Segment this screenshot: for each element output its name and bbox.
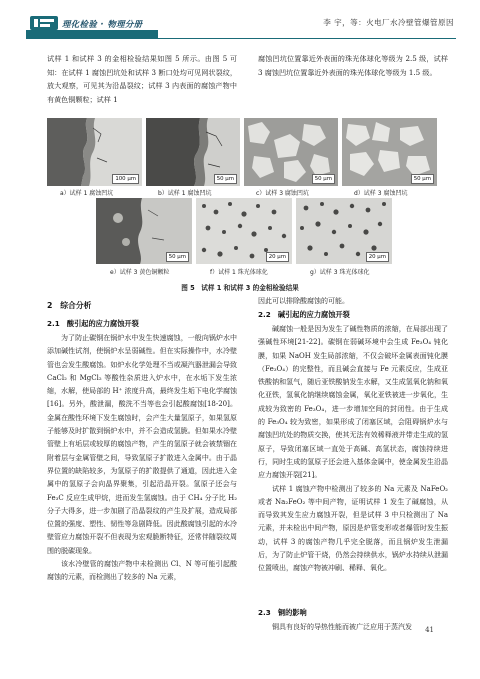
scale-bar: 20 μm: [366, 252, 389, 262]
page-number: 41: [425, 626, 434, 634]
left-body-column: [47, 332, 237, 585]
section-heading: 2 综合分析: [47, 301, 92, 310]
subsection-heading-2-2: 2.2 碱引起的应力腐蚀开裂: [258, 310, 350, 319]
body-paragraph: 碱腐蚀一般是因为发生了碱性物质的浓缩，在局部出现了强碱性环境[21-22]。碳钢在弱碱环境中会生成 Fe₃O₄ 钝化膜，如果 NaOH 发生局部浓缩，不仅会破坏金属表面钝化膜（Fe₃O₄）的完整性，而且碱会直接与 Fe 元素反应，生成亚铁酸钠和氢气，随后亚铁酸钠发生水解，又生成氢氧化钠和氧化亚铁，氢氧化钠继续腐蚀金属，氧化亚铁被进一步氧化，生成较为致密的 Fe₃O₄，进一步增加空间的封闭性。由于生成的 Fe₃O₄ 较为致密，如果形成了闭塞区域，会阻碍锅炉水与腐蚀凹坑处的物质交换，使其无法有效稀释液并带走生成的氢原子，导致闭塞区域一直处于高碱、高氢状态，腐蚀持续进行，同时生成的氢原子还会进入基体金属中，使金属发生沿晶应力腐蚀开裂[21]。: [258, 325, 448, 480]
body-paragraph: 为了防止碳钢在锅炉水中发生快速腐蚀，一般向锅炉水中添加碱性试剂，使锅炉水呈弱碱性。但在实际操作中，水冷壁管也会发生酸腐蚀。如炉水化学处理不当或凝汽器泄漏会导致 CaCl₂ 和 MgCl₂ 等酸性杂质进入炉水中，在水垢下发生浓缩，水解，使局部的 H⁺ 浓度升高，最终发生垢下电化学腐蚀[16]。另外，酸泄漏，酸洗不当等也会引起酸腐蚀[18-20]。金属在酸性环境下发生腐蚀时，会产生大量氢原子，如果氢原子能够及时扩散到锅炉水中，并不会造成氢脆。但如果水冷壁管壁上有垢层或较厚的腐蚀产物，产生的氢原子就会被禁锢在附着层与金属管壁之间，导致氢原子扩散进入金属中。由于晶界位置的缺陷较多，为氢原子的扩散提供了通道，因此进入金属中的氢原子会向晶界聚集，引起沿晶开裂。氢原子还会与 Fe₃C 反应生成甲烷，进而发生氢腐蚀。由于 CH₄ 分子比 H₂ 分子大得多，进一步加剧了沿晶裂纹的产生及扩展，造成局部位置的强度、塑性、韧性等急剧降低。因此酸腐蚀引起的水冷壁管应力腐蚀开裂不但表现为宏观脆断特征，还常伴随裂纹周围的脱碳现象。: [47, 334, 237, 555]
top-left-column: [47, 52, 237, 106]
scale-bar: 100 μm: [112, 174, 139, 184]
top-right-column: [258, 52, 448, 79]
subsection-heading-2-3: 2.3 铜的影响: [258, 608, 307, 617]
panel-g-label: g）试样 3 珠光体球化: [310, 269, 370, 276]
micrograph-panel-e: [96, 198, 192, 264]
panel-d-label: d）试样 3 腐蚀凹坑: [354, 190, 408, 197]
body-paragraph-continued: 因此可以排除酸腐蚀的可能。: [258, 297, 349, 305]
scale-bar: 50 μm: [411, 174, 434, 184]
top-left-paragraph: 试样 1 和试样 3 的金相检验结果如图 5 所示。由图 5 可知：在试样 1 腐蚀凹坑处和试样 3 断口处均可见网状裂纹，放大观察，可见其为沿晶裂纹；试样 3 内表面的腐蚀产物中有黄色铜颗粒；试样 1: [47, 54, 237, 104]
body-paragraph: 该水冷壁管的腐蚀产物中未检测出 Cl、N 等可能引起酸腐蚀的元素，而检测出了较多的 Na 元素，: [47, 560, 237, 582]
figure-caption: 图 5 试样 1 和试样 3 的金相检验结果: [181, 284, 299, 292]
scale-bar: 50 μm: [312, 174, 335, 184]
panel-f-label: f）试样 1 珠光体球化: [210, 269, 268, 276]
body-paragraph: 试样 1 腐蚀产物中检测出了较多的 Na 元素及 NaFeO₂ 或者 Na₂FeO₂ 等中间产物，证明试样 1 发生了碱腐蚀，从而导致其发生应力腐蚀开裂，但是试样 3 中只检测出了 Na 元素，并未检出中间产物，原因是炉管变形或者爆管时发生振动，试样 3 的腐蚀产物几乎完全脱落，而且锅炉发生泄漏后，为了防止炉管干烧，仍然会持续供水，锅炉水持续从泄漏位置喷出，腐蚀产物被冲刷、稀释、氧化。: [258, 484, 448, 573]
scale-bar: 50 μm: [214, 174, 237, 184]
panel-e-label: e）试样 3 黄色铜颗粒: [110, 269, 170, 276]
micrograph-panel-b: [146, 118, 240, 186]
right-body-column-2-2: [258, 323, 448, 576]
journal-section: 理化检验 · 物理分册: [62, 19, 143, 29]
panel-c-label: c）试样 3 腐蚀凹坑: [256, 190, 309, 197]
running-title: 李 宇，等：火电厂水冷壁管爆管原因: [323, 18, 454, 27]
micrograph-panel-d: [342, 118, 437, 186]
micrograph-panel-g: [296, 198, 392, 264]
header-band: [26, 30, 158, 38]
panel-b-label: b）试样 1 腐蚀凹坑: [158, 190, 212, 197]
top-right-paragraph: 腐蚀凹坑位置靠近外表面的珠光体球化等级为 2.5 级，试样 3 腐蚀凹坑位置靠近外表面的珠光体球化等级为 1.5 级。: [258, 54, 448, 77]
header-rule: [26, 38, 456, 39]
scale-bar: 20 μm: [266, 252, 289, 262]
panel-a-label: a）试样 1 腐蚀凹坑: [60, 190, 114, 197]
body-paragraph: 铜具有良好的导热性能而被广泛应用于蒸汽发: [272, 623, 412, 631]
micrograph-panel-a: [47, 118, 142, 186]
micrograph-panel-f: [196, 198, 292, 264]
page-header: [0, 0, 480, 40]
right-body-column-2-3: [258, 621, 448, 634]
subsection-heading-2-1: 2.1 酸引起的应力腐蚀开裂: [47, 319, 139, 328]
right-body-column: [258, 295, 448, 308]
micrograph-panel-c: [244, 118, 338, 186]
scale-bar: 50 μm: [166, 252, 189, 262]
